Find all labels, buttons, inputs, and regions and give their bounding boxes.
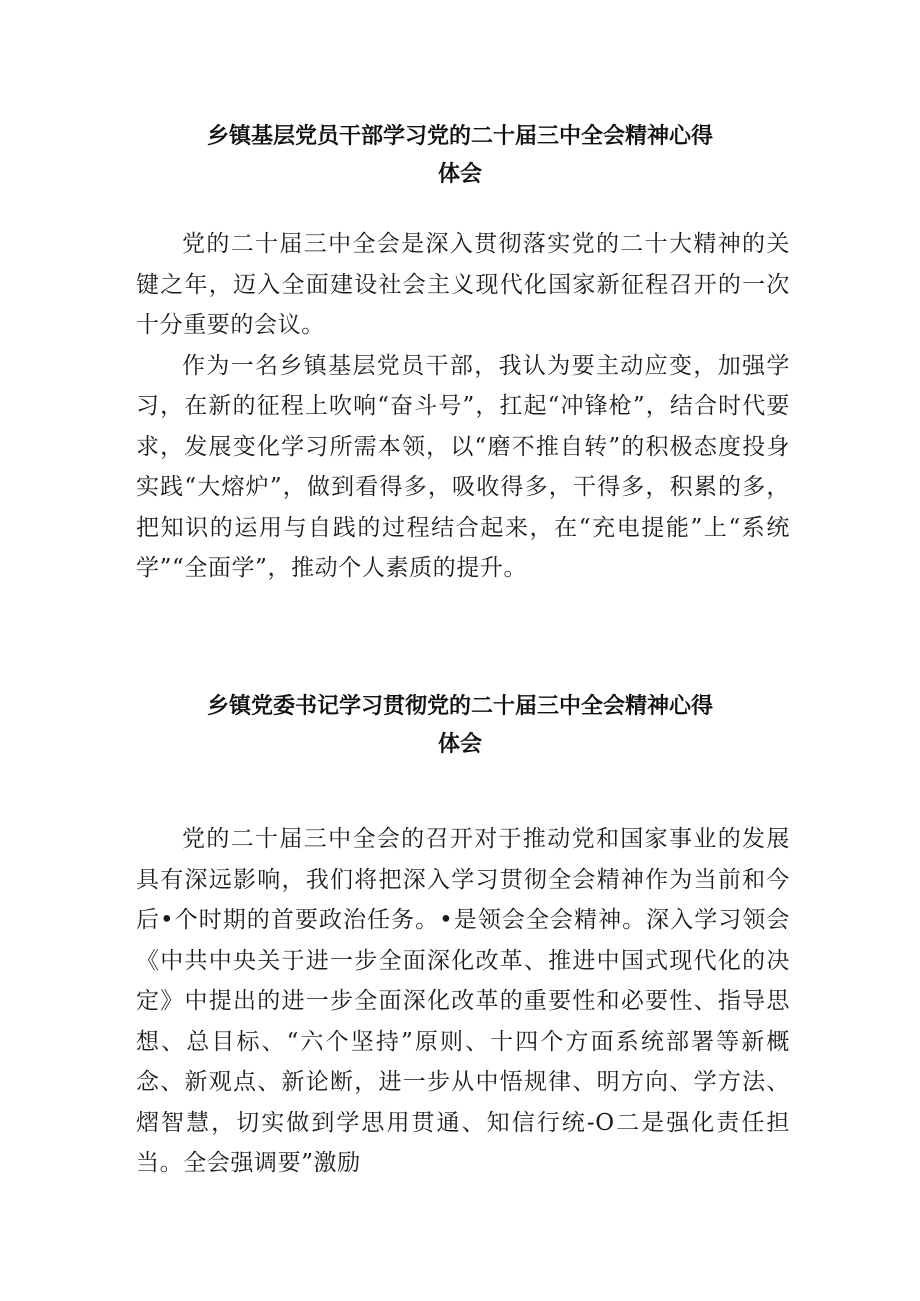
section-2-body bbox=[136, 819, 790, 1184]
section-2-title-line-1: 乡镇党委书记学习贯彻党的二十届三中全会精神心得 bbox=[206, 694, 713, 719]
section-1-body bbox=[136, 224, 790, 589]
section-2-paragraph-1: 党的二十届三中全会的召开对于推动党和国家事业的发展具有深远影响，我们将把深入学习贯彻全会精神作为当前和今后•个时期的首要政治任务。•是领会全会精神。深入学习领会《中共中央关于进一步全面深化改革、推进中国式现代化的决定》中提出的进一步全面深化改革的重要性和必要性、指导思想、总目标、“六个坚持”原则、十四个方面系统部署等新概念、新观点、新论断，进一步从中悟规律、明方向、学方法、熠智慧，切实做到学思用贯通、知信行统-O二是强化责任担当。全会强调要”激励 bbox=[136, 826, 790, 1176]
section-2-title-line-2: 体会 bbox=[437, 732, 482, 757]
section-1-title-line-1: 乡镇基层党员干部学习党的二十届三中全会精神心得 bbox=[206, 124, 713, 149]
section-1-paragraph-2: 作为一名乡镇基层党员干部，我认为要主动应变，加强学习，在新的征程上吹响“奋斗号”，扛起“冲锋枪”，结合时代要求，发展变化学习所需本领，以“磨不推自转”的积极态度投身实践“大熔炉”，做到看得多，吸收得多，干得多，积累的多，把知识的运用与自践的过程结合起来，在“充电提能”上“系统学”“全面学”，推动个人素质的提升。 bbox=[136, 352, 790, 581]
section-1-title bbox=[150, 118, 770, 194]
section-2-title bbox=[150, 688, 770, 764]
section-1-paragraph-1: 党的二十届三中全会是深入贯彻落实党的二十大精神的关键之年，迈入全面建设社会主义现代化国家新征程召开的一次十分重要的会议。 bbox=[136, 231, 790, 338]
section-1-title-line-2: 体会 bbox=[437, 162, 482, 187]
